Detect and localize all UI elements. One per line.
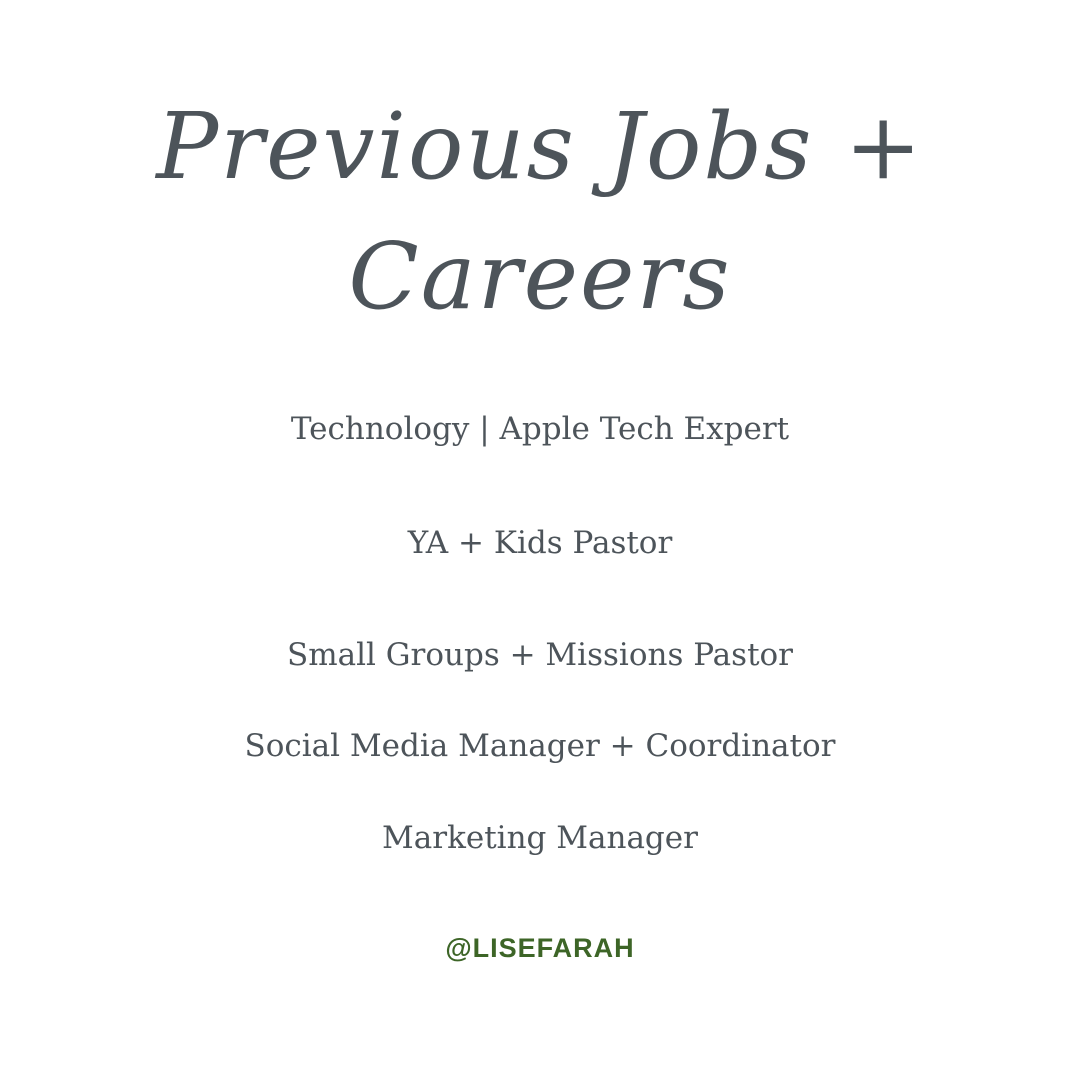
social-handle: @LISEFARAH (445, 933, 635, 963)
page-title-line-2: Careers (348, 223, 732, 330)
list-item: Small Groups + Missions Pastor (286, 637, 794, 673)
page-title-line-1: Previous Jobs + (156, 93, 924, 200)
list-item: Social Media Manager + Coordinator (244, 728, 836, 764)
list-item: YA + Kids Pastor (407, 525, 673, 561)
list-item: Marketing Manager (382, 820, 698, 856)
list-item: Technology | Apple Tech Expert (290, 411, 790, 447)
